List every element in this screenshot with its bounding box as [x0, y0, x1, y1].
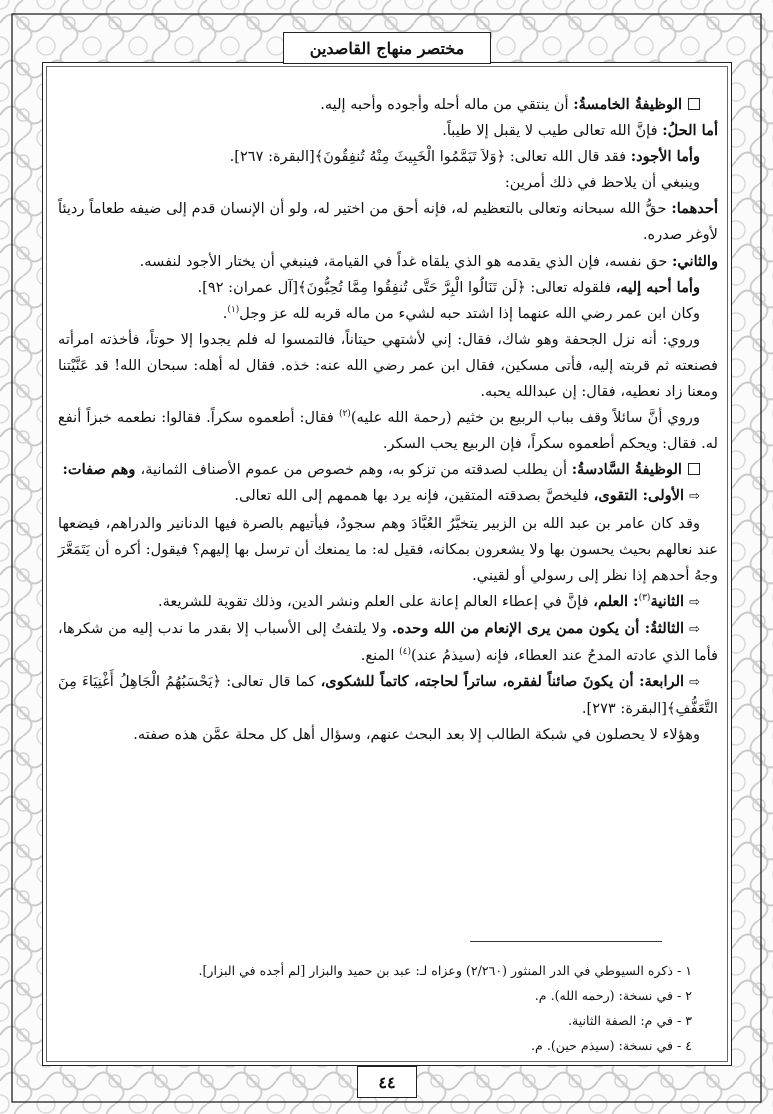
paragraph-halal: أما الحلُ: فإنَّ الله تعالى طيب لا يقبل إلا طيباً.	[442, 122, 718, 140]
paragraph-juhfa-story: وروي: أنه نزل الجحفة وهو شاك، فقال: إني لأشتهي حيتاناً، فالتمسوا له فلم يجدوا إلا حوتاً، فأخذته امرأته فصنعته ثم قربته إليه، فأتى مسكين، فقال ابن عمر رضي الله عنه: خذه. فقال له أهله: سبحان الله! قد عَنَّيْتنا ومعنا زاد نعطيه، فقال: إن عبدالله يحبه.	[58, 330, 718, 401]
footnote-ref-3: (٣)	[638, 592, 651, 603]
paragraph-two-matters: وينبغي أن يلاحظ في ذلك أمرين:	[504, 174, 700, 192]
paragraph-ibn-umar: وكان ابن عمر رضي الله عنهما إذا اشتد حبه لشيء من ماله قربه لله عز وجل$^{(١)}$.	[222, 304, 700, 322]
book-title	[283, 32, 491, 64]
footnotes	[80, 958, 692, 1058]
paragraph-trait-modesty: ⇨الرابعة: أن يكونَ صائناً لفقره، ساتراً لحاجته، كاتماً للشكوى، كما قال تعالى: ﴿يَحْسَبُهُمُ الْجَاهِلُ أَغْنِيَاءَ مِنَ التَّعَفُّفِ﴾[البقرة: ٢٧٣].	[58, 673, 718, 718]
page-number-box	[357, 1066, 417, 1098]
paragraph-trait-piety: ⇨الأولى: التقوى، فليخصَّ بصدقته المتقين، فإنه يرد بها هممهم إلى الله تعالى.	[234, 487, 700, 505]
square-bullet-icon	[688, 98, 700, 110]
page-number: ٤٤	[378, 1072, 396, 1092]
paragraph-amir-story: وقد كان عامر بن عبد الله بن الزبير يتخيَّرُ العُبَّادَ وهم سجودٌ، فيأتيهم بالصرة فيها الدنانير والدراهم، فيضعها عند نعالهم بحيث يحسون بها ولا يشعرون بمكانه، فقيل له: ما يمنعك أن ترسل بها إليهم؟ فيقول: أكره أن يَتَمَعَّرَ وجهُ أحدهم إذا نظر إلى رسولي أو لقيني.	[58, 514, 718, 584]
paragraph-first-matter: أحدهما: حقُّ الله سبحانه وتعالى بالتعظيم له، فإنه أحق من اختير له، ولو أن الإنسان قدم إلى ضيفه طعاماً رديئاً لأوغر صدره.	[58, 200, 719, 244]
footnote-1: ١ - ذكره السيوطي في الدر المنثور (٢/٢٦٠) وعزاه لـ: عبد بن حميد والبزار [لم أجده في البزار].	[198, 963, 692, 978]
book-title-text: مختصر منهاج القاصدين	[309, 38, 465, 58]
arrow-bullet-icon: ⇨	[689, 621, 701, 637]
footnote-ref-1: (١)	[227, 304, 240, 315]
paragraph-most-beloved: وأما أحبه إليه، فلقوله تعالى: ﴿لَن تَنَالُوا الْبِرَّ حَتَّى تُنفِقُوا مِمَّا تُحِبُّونَ﴾[آل عمران: ٩٢].	[197, 278, 700, 296]
paragraph-closing: وهؤلاء لا يحصلون في شبكة الطالب إلا بعد البحث عنهم، وسؤال أهل كل محلة عمَّن هذه صفته.	[133, 726, 700, 744]
paragraph-trait-gratitude: ⇨الثالثةُ: أن يكون ممن يرى الإنعام من الله وحده. ولا يلتفتُ إلى الأسباب إلا بقدر ما ندب إليه من شكرها، فأما الذي عادته المدحُ عند العطاء، فإنه (سيذمُ عند)$^{(٤)}$ المنع.	[58, 619, 718, 664]
footnote-2: ٢ - في نسخة: (رحمه الله). م.	[534, 988, 692, 1003]
paragraph-duty-six: الوظيفةُ السَّادسةُ: أن يطلب لصدقته من تزكو به، وهم خصوص من عموم الأصناف الثمانية، وهم صفات:	[58, 457, 718, 483]
paragraph-duty-five: الوظيفةُ الخامسةُ: أن ينتقي من ماله أحله وأجوده وأحبه إليه.	[58, 92, 718, 118]
paragraph-second-matter: والثاني: حق نفسه، فإن الذي يقدمه هو الذي يلقاه غداً في القيامة، فينبغي أن يختار الأجود لنفسه.	[139, 252, 718, 270]
arrow-bullet-icon: ⇨	[689, 594, 700, 610]
footnote-4: ٤ - في نسخة: (سيذم حين). م.	[531, 1038, 692, 1053]
footnote-divider	[470, 941, 662, 942]
paragraph-trait-knowledge: ⇨الثانية$^{(٣)}$: العلم، فإنَّ في إعطاء العالم إعانة على العلم ونشر الدين، وذلك تقوية للشريعة.	[157, 592, 700, 610]
arrow-bullet-icon: ⇨	[689, 675, 700, 691]
paragraph-rabi-story: وروي أنَّ سائلاً وقف بباب الربيع بن خثيم (رحمة الله عليه)$^{(٢)}$ فقال: أطعموه سكراً. فقالوا: نطعمه خبزاً أنفع له. فقال: ويحكم أطعموه سكراً، فإن الربيع يحب السكر.	[58, 409, 718, 453]
square-bullet-icon	[688, 463, 700, 475]
arrow-bullet-icon: ⇨	[689, 489, 700, 505]
footnote-ref-2: (٢)	[338, 409, 351, 420]
paragraph-best: وأما الأجود: فقد قال الله تعالى: ﴿وَلاَ تَيَمَّمُوا الْخَبِيثَ مِنْهُ تُنفِقُونَ﴾[البقرة: ٢٦٧].	[229, 148, 700, 166]
footnote-ref-4: (٤)	[399, 647, 411, 658]
footnote-3: ٣ - في م: الصفة الثانية.	[567, 1013, 692, 1028]
main-text	[58, 92, 718, 748]
